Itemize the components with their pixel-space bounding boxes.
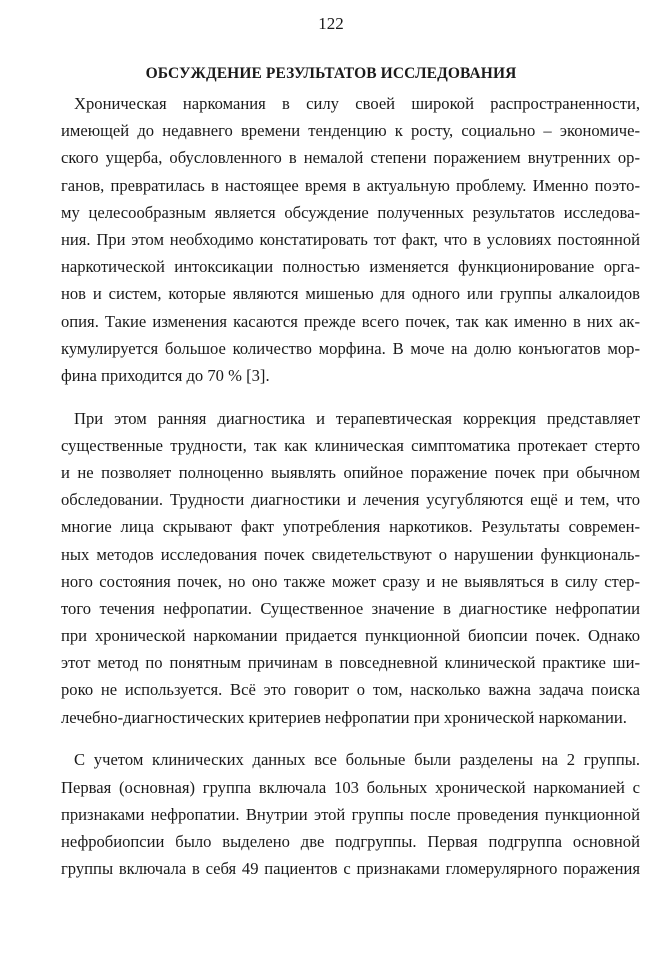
page-number: 122 <box>318 14 344 33</box>
text-line: ных методов исследования почек свидетельствуют о нарушении функциональ- <box>61 544 640 564</box>
text-line: имеющей до недавнего времени тенденцию к росту, социально – экономиче- <box>61 121 640 141</box>
text-line: ского ущерба, обусловленного в немалой степени поражением внутренних ор- <box>61 148 640 168</box>
text-line: фина приходится до 70 % [3]. <box>61 365 270 385</box>
text-line: нов и систем, которые являются мишенью для одного или группы алкалоидов <box>61 284 640 304</box>
text-line: При этом ранняя диагностика и терапевтическая коррекция представляет <box>74 408 640 428</box>
text-line: того течения нефропатии. Существенное значение в диагностике нефропатии <box>61 598 640 618</box>
text-line: кумулируется большое количество морфина. В моче на долю конъюгатов мор- <box>61 338 640 358</box>
text-line: нефробиопсии было выделено две подгруппы. Первая подгруппа основной <box>61 831 640 851</box>
paragraph-gap <box>61 731 640 747</box>
paragraph-1 <box>61 90 640 389</box>
text-line: ния. При этом необходимо констатировать тот факт, что в условиях постоянной <box>61 229 640 249</box>
text-line: Хроническая наркомания в силу своей широкой распространенности, <box>74 94 640 113</box>
text-line: С учетом клинических данных все больные были разделены на 2 группы. <box>74 750 640 770</box>
text-line: му целесообразным является обсуждение полученных результатов исследова- <box>61 202 640 222</box>
paragraph-gap <box>61 389 640 405</box>
text-line: группы включала в себя 49 пациентов с признаками гломерулярного поражения <box>61 859 640 879</box>
paragraph-2 <box>61 405 640 731</box>
text-line: лечебно-диагностических критериев нефропатии при хронической наркомании. <box>61 707 627 727</box>
text-line: многие лица скрывают факт употребления наркотиков. Результаты современ- <box>61 517 640 537</box>
text-line: и не позволяет полноценно выявлять опийное поражение почек при обычном <box>61 462 640 482</box>
text-line: наркотической интоксикации полностью изменяется функционирование орга- <box>61 257 640 277</box>
paragraph-3 <box>61 746 640 882</box>
text-line: роко не используется. Всё это говорит о том, насколько важна задача поиска <box>61 680 640 700</box>
text-line: существенные трудности, так как клиническая симптоматика протекает стерто <box>61 435 640 455</box>
text-line: признаками нефропатии. Внутрии этой группы после проведения пункционной <box>61 804 640 824</box>
text-line: этот метод по понятным причинам в повседневной клинической практике ши- <box>61 653 640 673</box>
text-line: Первая (основная) группа включала 103 больных хронической наркоманией с <box>61 777 640 797</box>
text-line: ганов, превратилась в настоящее время в актуальную проблему. Именно поэто- <box>61 175 640 195</box>
text-line: при хронической наркомании придается пункционной биопсии почек. Однако <box>61 626 640 646</box>
text-line: обследовании. Трудности диагностики и лечения усугубляются ещё и тем, что <box>61 490 640 510</box>
text-line: опия. Такие изменения касаются прежде всего почек, так как именно в них ак- <box>61 311 640 331</box>
body-text <box>61 90 640 882</box>
section-heading: ОБСУЖДЕНИЕ РЕЗУЛЬТАТОВ ИССЛЕДОВАНИЯ <box>145 65 517 82</box>
text-line: ного состояния почек, но оно также может сразу и не выявляться в силу стер- <box>61 571 640 591</box>
